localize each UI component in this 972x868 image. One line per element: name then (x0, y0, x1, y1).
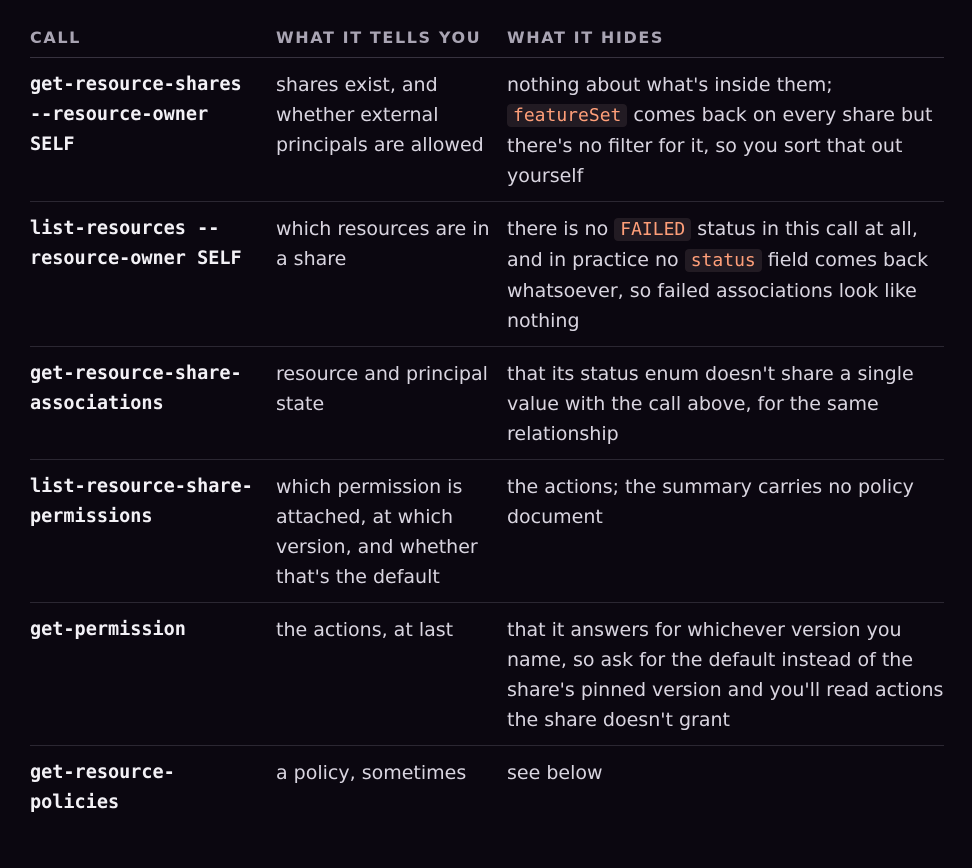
tells-cell: resource and principal state (276, 347, 507, 460)
inline-code: featureSet (507, 104, 627, 127)
tells-cell: which resources are in a share (276, 202, 507, 347)
hides-cell (507, 58, 944, 202)
hides-text: the actions; the summary carries no policy document (507, 476, 914, 528)
table-row (30, 460, 944, 603)
column-header-hides: WHAT IT HIDES (507, 28, 944, 58)
hides-cell (507, 347, 944, 460)
table-row (30, 58, 944, 202)
hides-cell (507, 202, 944, 347)
inline-code: status (685, 249, 762, 272)
call-cell: list-resource-share-permissions (30, 460, 276, 603)
hides-text: see below (507, 762, 603, 784)
hides-text: nothing about what's inside them; (507, 74, 833, 96)
call-cell: get-resource-share-associations (30, 347, 276, 460)
hides-text: there is no (507, 218, 615, 240)
column-header-tells: WHAT IT TELLS YOU (276, 28, 507, 58)
api-calls-table-container (30, 0, 944, 828)
column-header-call: CALL (30, 28, 276, 58)
table-header-row (30, 28, 944, 58)
table-row (30, 202, 944, 347)
call-cell: get-resource-shares --resource-owner SELF (30, 58, 276, 202)
hides-cell (507, 603, 944, 746)
table-row (30, 746, 944, 829)
call-cell: list-resources --resource-owner SELF (30, 202, 276, 347)
tells-cell: shares exist, and whether external principals are allowed (276, 58, 507, 202)
call-cell: get-resource-policies (30, 762, 175, 813)
hides-cell (507, 460, 944, 603)
table-row (30, 347, 944, 460)
call-cell: get-permission (30, 603, 276, 746)
table-row (30, 603, 944, 746)
tells-cell: the actions, at last (276, 603, 507, 746)
hides-text: that it answers for whichever version you name, so ask for the default instead of the share's pinned version and you'll read actions the share doesn't grant (507, 619, 944, 731)
hides-text: that its status enum doesn't share a single value with the call above, for the same relationship (507, 363, 914, 445)
hides-text: comes back on every share but there's no filter for it, so you sort that out yourself (507, 104, 933, 187)
tells-cell: which permission is attached, at which version, and whether that's the default (276, 460, 507, 603)
inline-code: FAILED (614, 218, 691, 241)
hides-cell (507, 746, 944, 829)
tells-cell: a policy, sometimes (276, 762, 467, 784)
hides-text: status in this call at all, and in practice no (507, 218, 918, 271)
hides-text: field comes back whatsoever, so failed associations look like nothing (507, 249, 929, 332)
api-calls-table (30, 28, 944, 828)
